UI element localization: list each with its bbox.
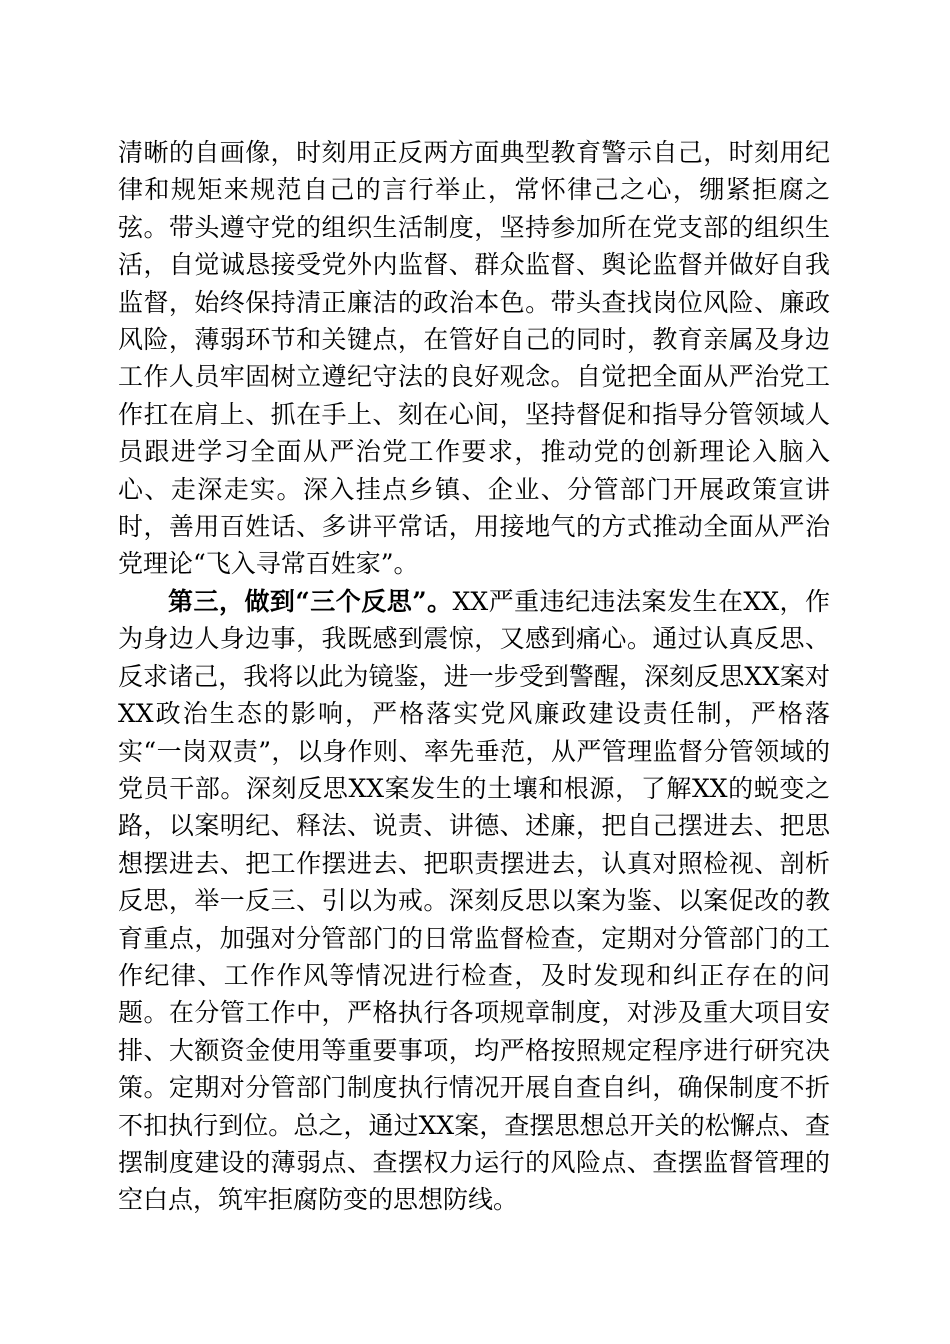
paragraph-third-reflection xyxy=(118,583,830,1219)
paragraph-heading: 第三，做到“三个反思”。 xyxy=(168,586,453,616)
paragraph-text: 清晰的自画像，时刻用正反两方面典型教育警示自己，时刻用纪律和规矩来规范自己的言行举止，常怀律己之心，绷紧拒腐之弦。带头遵守党的组织生活制度，坚持参加所在党支部的组织生活，自觉诚恳接受党外内监督、群众监督、舆论监督并做好自我监督，始终保持清正廉洁的政治本色。带头查找岗位风险、廉政风险，薄弱环节和关键点，在管好自己的同时，教育亲属及身边工作人员牢固树立遵纪守法的良好观念。自觉把全面从严治党工作扛在肩上、抓在手上、刻在心间，坚持督促和指导分管领域人员跟进学习全面从严治党工作要求，推动党的创新理论入脑入心、走深走实。深入挂点乡镇、企业、分管部门开展政策宣讲时，善用百姓话、多讲平常话，用接地气的方式推动全面从严治党理论“飞入寻常百姓家”。 xyxy=(118,138,830,579)
document-body xyxy=(118,134,830,1219)
paragraph-text: XX严重违纪违法案发生在XX，作为身边人身边事，我既感到震惊，又感到痛心。通过认真反思、反求诸己，我将以此为镜鉴，进一步受到警醒，深刻反思XX案对XX政治生态的影响，严格落实党风廉政建设责任制，严格落实“一岗双责”，以身作则、率先垂范，从严管理监督分管领域的党员干部。深刻反思XX案发生的土壤和根源，了解XX的蜕变之路，以案明纪、释法、说责、讲德、述廉，把自己摆进去、把思想摆进去、把工作摆进去、把职责摆进去，认真对照检视、剖析反思，举一反三、引以为戒。深刻反思以案为鉴、以案促改的教育重点，加强对分管部门的日常监督检查，定期对分管部门的工作纪律、工作作风等情况进行检查，及时发现和纠正存在的问题。在分管工作中，严格执行各项规章制度，对涉及重大项目安排、大额资金使用等重要事项，均严格按照规定程序进行研究决策。定期对分管部门制度执行情况开展自查自纠，确保制度不折不扣执行到位。总之，通过XX案，查摆思想总开关的松懈点、查摆制度建设的薄弱点、查摆权力运行的风险点、查摆监督管理的空白点，筑牢拒腐防变的思想防线。 xyxy=(118,586,830,1215)
paragraph-continued xyxy=(118,134,830,583)
